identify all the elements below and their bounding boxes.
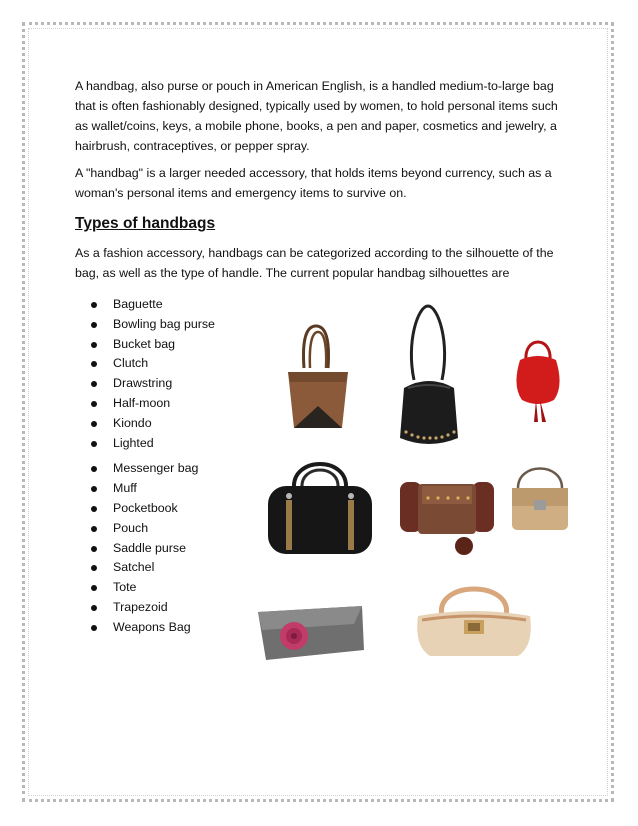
list-item: Pocketbook <box>75 499 565 519</box>
bullet-icon <box>91 466 97 472</box>
list-item: Saddle purse <box>75 539 565 559</box>
bullet-icon <box>91 421 97 427</box>
bullet-icon <box>91 506 97 512</box>
list-item: Muff <box>75 479 565 499</box>
list-item: Drawstring <box>75 374 565 394</box>
list-item: Baguette <box>75 295 565 315</box>
paragraph-intro: As a fashion accessory, handbags can be categorized according to the silhouette of the bag, as well as the type of handle. The current popular handbag silhouettes are <box>75 246 554 280</box>
list-item: Messenger bag <box>75 459 565 479</box>
list-item: Kiondo <box>75 414 565 434</box>
black-bowling-bag-image <box>264 444 376 556</box>
list-item: Clutch <box>75 354 565 374</box>
list-item: Lighted <box>75 434 565 454</box>
list-item: Pouch <box>75 519 565 539</box>
red-pouch-bag-image <box>510 330 566 426</box>
bullet-icon <box>91 322 97 328</box>
list-item: Satchel <box>75 558 565 578</box>
list-item: Weapons Bag <box>75 618 565 638</box>
bullet-icon <box>91 342 97 348</box>
list-item: Trapezoid <box>75 598 565 618</box>
bullet-icon <box>91 486 97 492</box>
list-item: Tote <box>75 578 565 598</box>
bullet-icon <box>91 605 97 611</box>
beige-baguette-bag-image <box>508 458 572 534</box>
list-item: Bucket bag <box>75 335 565 355</box>
paragraph-definition: A handbag, also purse or pouch in American English, is a handled medium-to-large bag that is often fashionably designed, typically used by women, to hold personal items such as wallet/coins, keys, a mobile phone, books, a pen and paper, cosmetics and jewelry, a hairbrush, contraceptives, or pepper spray. <box>75 79 558 153</box>
brown-tote-bag-image <box>282 322 354 430</box>
bullet-icon <box>91 625 97 631</box>
list-item: Half-moon <box>75 394 565 414</box>
bullet-icon <box>91 526 97 532</box>
black-bucket-bag-image <box>396 302 462 450</box>
bullet-icon <box>91 585 97 591</box>
bullet-icon <box>91 441 97 447</box>
bullet-icon <box>91 381 97 387</box>
bullet-icon <box>91 361 97 367</box>
fur-muff-bag-image <box>398 476 496 558</box>
bullet-icon <box>91 401 97 407</box>
section-heading: Types of handbags <box>75 215 216 232</box>
bullet-icon <box>91 565 97 571</box>
cream-satchel-bag-image <box>412 576 536 658</box>
bullet-icon <box>91 302 97 308</box>
list-item: Bowling bag purse <box>75 315 565 335</box>
grey-clutch-bag-image <box>254 600 366 664</box>
paragraph-accessory: A "handbag" is a larger needed accessory, that holds items beyond currency, such as a woman's personal items and emergency items to survive on. <box>75 166 552 200</box>
bullet-icon <box>91 546 97 552</box>
